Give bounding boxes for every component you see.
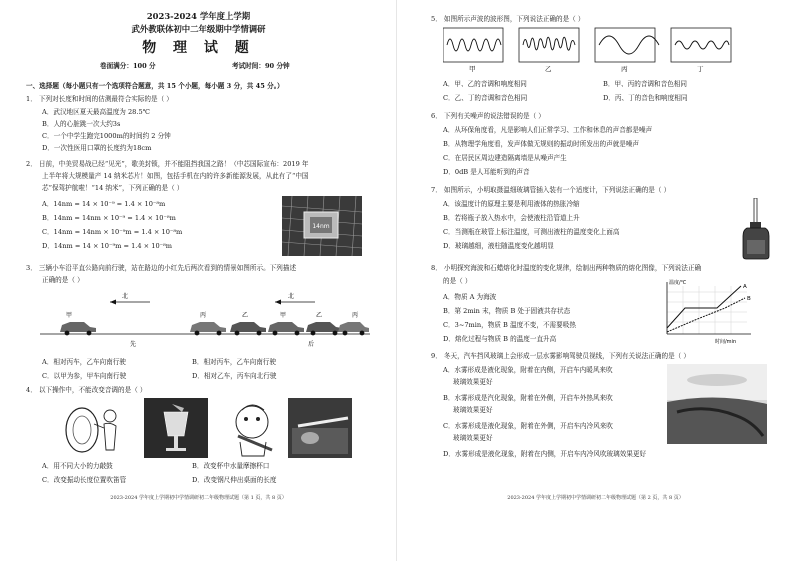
car-bing-label: 丙 bbox=[200, 312, 207, 319]
q1-stem: 1． 下列对长度和时间的估测最符合实际的是（ ） bbox=[26, 95, 173, 103]
wave-label-ding: 丁 bbox=[697, 65, 704, 73]
q7-option-b: B．若将瓶子放入热水中，会使液柱沿管道上升 bbox=[443, 214, 580, 222]
header-year: 2023-2024 学年度上学期 bbox=[146, 11, 251, 21]
melting-graph bbox=[655, 278, 755, 346]
q9-option-a-1: A．水雾形成是液化现象，附着在内侧，开启车内暖风来吹 bbox=[443, 366, 613, 374]
north-label: 北 bbox=[122, 293, 129, 300]
car-bing-label-2: 丙 bbox=[352, 312, 359, 319]
q6-stem: 6． 下列有关噪声的说法错误的是（ ） bbox=[431, 112, 545, 120]
q6-option-b: B．从物理学角度看，发声体做无规则的振动时所发出的声就是噪声 bbox=[443, 140, 640, 148]
page-title: 物 理 试 题 bbox=[142, 40, 255, 56]
drum-illustration bbox=[66, 408, 116, 452]
q2-option-d: D．14nm = 14 × 10⁻⁹m = 1.4 × 10⁻⁸m bbox=[42, 242, 173, 250]
windshield-photo bbox=[667, 364, 767, 444]
q8-option-a: A．物质 A 为海波 bbox=[443, 293, 497, 301]
q9-option-c-2: 玻璃效果更好 bbox=[453, 434, 493, 442]
q3-option-b: B．相对丙车，乙车向南行驶 bbox=[192, 358, 276, 366]
q9-option-c-1: C．水雾形成是液化现象，附着在外侧，开启车内冷风来吹 bbox=[443, 422, 613, 430]
car-yi-label: 乙 bbox=[242, 312, 249, 319]
q1-option-c: C．一个中学生跑完1000m的时间约 2 分钟 bbox=[42, 132, 171, 140]
q5-stem: 5． 如图所示声波的波形图，下列说法正确的是（ ） bbox=[431, 15, 585, 23]
q8-line-1: 8． 小明探究海波和石蜡熔化时温度的变化规律，绘制出两种物质的熔化图像，下列说法正确 bbox=[431, 264, 702, 272]
glass-photo bbox=[144, 398, 208, 458]
car-yi-after bbox=[306, 322, 342, 335]
waveform-bing bbox=[595, 28, 659, 62]
after-label: 后 bbox=[308, 341, 315, 348]
q4-option-c: C．改变振动长度位置吹笛管 bbox=[42, 476, 127, 484]
car-bing-first bbox=[190, 322, 226, 335]
car-yi-first bbox=[230, 322, 266, 335]
car-jia-first bbox=[60, 322, 96, 335]
graph-a-label: A bbox=[743, 284, 747, 290]
graph-x-label: 时间/min bbox=[715, 339, 737, 345]
q7-option-d: D．玻璃越细，液柱随温度变化越明显 bbox=[443, 242, 554, 250]
header-school: 武外教联体初中二年级期中学情调研 bbox=[131, 24, 266, 34]
wave-label-bing: 丙 bbox=[621, 65, 628, 73]
waveform-ding bbox=[671, 28, 731, 62]
q9-option-b-1: B．水雾形成是汽化现象，附着在外侧，开启车外热风来吹 bbox=[443, 394, 613, 402]
ruler-photo bbox=[288, 398, 352, 458]
q6-option-c: C．在居民区周边建造隔离墙是从噪声产生 bbox=[443, 154, 567, 162]
q9-option-a-2: 玻璃效果更好 bbox=[453, 378, 493, 386]
q3-option-c: C．以甲为参，甲车向南行驶 bbox=[42, 372, 127, 380]
q4-option-b: B．改变杯中水量摩擦杯口 bbox=[192, 462, 270, 470]
q2-option-a: A．14nm = 14 × 10⁻⁹ = 1.4 × 10⁻⁸m bbox=[42, 200, 166, 208]
chip-label: 14nm bbox=[312, 223, 330, 230]
q3-line-1: 3． 三辆小车沿平直公路向前行驶，站在路边的小红先后两次看到的情景如图所示。下列描述 bbox=[26, 264, 297, 272]
waveform-yi bbox=[519, 28, 579, 62]
q4-option-a: A．用不同大小的力敲鼓 bbox=[42, 462, 113, 470]
q1-option-b: B．人的心脏跳一次大约3s bbox=[42, 120, 121, 128]
q5-option-d: D．丙、丁的音色和响度相同 bbox=[603, 94, 688, 102]
q5-option-a: A．甲、乙的音调和响度相同 bbox=[443, 80, 527, 88]
waveform-figures bbox=[443, 27, 733, 73]
graph-b-label: B bbox=[747, 296, 751, 302]
car-jia-label: 甲 bbox=[66, 312, 73, 319]
first-label: 先 bbox=[130, 341, 137, 348]
graph-y-label: 温度/℃ bbox=[669, 280, 687, 286]
q3-line-2: 正确的是（ ） bbox=[42, 276, 84, 284]
q3-option-a: A．相对丙车，乙车向南行驶 bbox=[42, 358, 126, 366]
section-heading: 一、选择题（每小题只有一个选项符合题意，共 15 个小题，每小题 3 分，共 45 分。） bbox=[26, 82, 284, 90]
q5-option-b: B．甲、丙的音调和音色相同 bbox=[603, 80, 687, 88]
q6-option-d: D．0dB 是人耳能听到的声音 bbox=[443, 168, 530, 176]
q1-option-d: D．一次性医用口罩的长度约为18cm bbox=[42, 144, 152, 152]
bottle-thermometer bbox=[741, 198, 771, 260]
q5-option-c: C．乙、丁的音调和音色相同 bbox=[443, 94, 528, 102]
waveform-jia bbox=[443, 28, 503, 62]
q2-option-c: C．14nm = 14nm × 10⁻⁹m = 1.4 × 10⁻⁸m bbox=[42, 228, 183, 236]
wave-label-yi: 乙 bbox=[545, 65, 552, 73]
q8-option-c: C．3~7min，物质 B 温度不变，不需要吸热 bbox=[443, 321, 576, 329]
q3-option-d: D．相对乙车，丙车向北行驶 bbox=[192, 372, 277, 380]
q7-stem: 7． 如图所示，小明取摄温细玻璃管插入装有一个适度计，下列说法正确的是（ ） bbox=[431, 186, 671, 194]
q9-option-d: D．水雾形成是液化现象，附着在内侧，开启车内冷风吹玻璃效果更好 bbox=[443, 450, 647, 458]
q7-option-c: C．当测瓶在玻管上标注温度，可测出液柱的温度变化上面高 bbox=[443, 228, 620, 236]
q8-option-d: D．熔化过程与物质 B 的温度一直升高 bbox=[443, 335, 557, 343]
cars-diagram bbox=[40, 292, 370, 350]
time-info: 考试时间：90 分钟 bbox=[232, 62, 290, 70]
page-footer-2: 2023-2024 学年度上学期初中学情调研初二年级物理试题（第 2 页，共 8 页） bbox=[507, 495, 684, 501]
wave-label-jia: 甲 bbox=[469, 65, 476, 73]
q9-stem: 9． 冬天，汽车挡风玻璃上会形成一层水雾影响驾驶员视线，下列有关说法正确的是（ ） bbox=[431, 352, 690, 360]
car-jia-after bbox=[268, 322, 304, 335]
flute-boy-illustration bbox=[236, 405, 272, 456]
q2-line-2: 上半年将大规模量产 14 纳米芯片！如图，包括手机在内的许多新能源发展，从此有了“中国 bbox=[42, 172, 309, 180]
q4-option-d: D．改变钢尺伸出桌面的长度 bbox=[192, 476, 277, 484]
exam-page-2 bbox=[397, 0, 794, 561]
score-info: 卷面满分：100 分 bbox=[100, 62, 156, 70]
curve-a bbox=[667, 286, 741, 328]
page-footer: 2023-2024 学年度上学期初中学情调研初二年级物理试题（第 1 页，共 8 页） bbox=[110, 495, 287, 501]
q9-option-b-2: 玻璃效果更好 bbox=[453, 406, 493, 414]
q8-line-2: 的是（ ） bbox=[443, 277, 472, 285]
car-bing-after bbox=[338, 322, 369, 335]
q2-line-1: 2． 日前，中美贸易战已经“见光”，歌美封锁，并不能阻挡我国之路！（中芯国际宣布：2019 年 bbox=[26, 160, 309, 168]
q4-stem: 4． 以下操作中，不能改变音调的是（ ） bbox=[26, 386, 147, 394]
sound-photos bbox=[52, 398, 352, 458]
q7-option-a: A．该温度计的原理主要是利用液体的热胀冷缩 bbox=[443, 200, 580, 208]
q2-option-b: B．14nm = 14nm × 10⁻⁹ = 1.4 × 10⁻⁸m bbox=[42, 214, 176, 222]
north-label-2: 北 bbox=[288, 293, 295, 300]
q6-option-a: A．从环保角度看，凡是影响人们正常学习、工作和休息的声音都是噪声 bbox=[443, 126, 653, 134]
car-jia-label-2: 甲 bbox=[280, 312, 287, 319]
chip-photo bbox=[282, 196, 362, 256]
car-yi-label-2: 乙 bbox=[316, 312, 323, 319]
q2-line-3: 芯”保驾护航啦！“14 纳米”，下列正确的是（ ） bbox=[42, 184, 184, 192]
q1-option-a: A．武汉地区夏天最高温度为 28.5℃ bbox=[42, 108, 151, 116]
q8-option-b: B．第 2min 末，物质 B 处于固液共存状态 bbox=[443, 307, 571, 315]
